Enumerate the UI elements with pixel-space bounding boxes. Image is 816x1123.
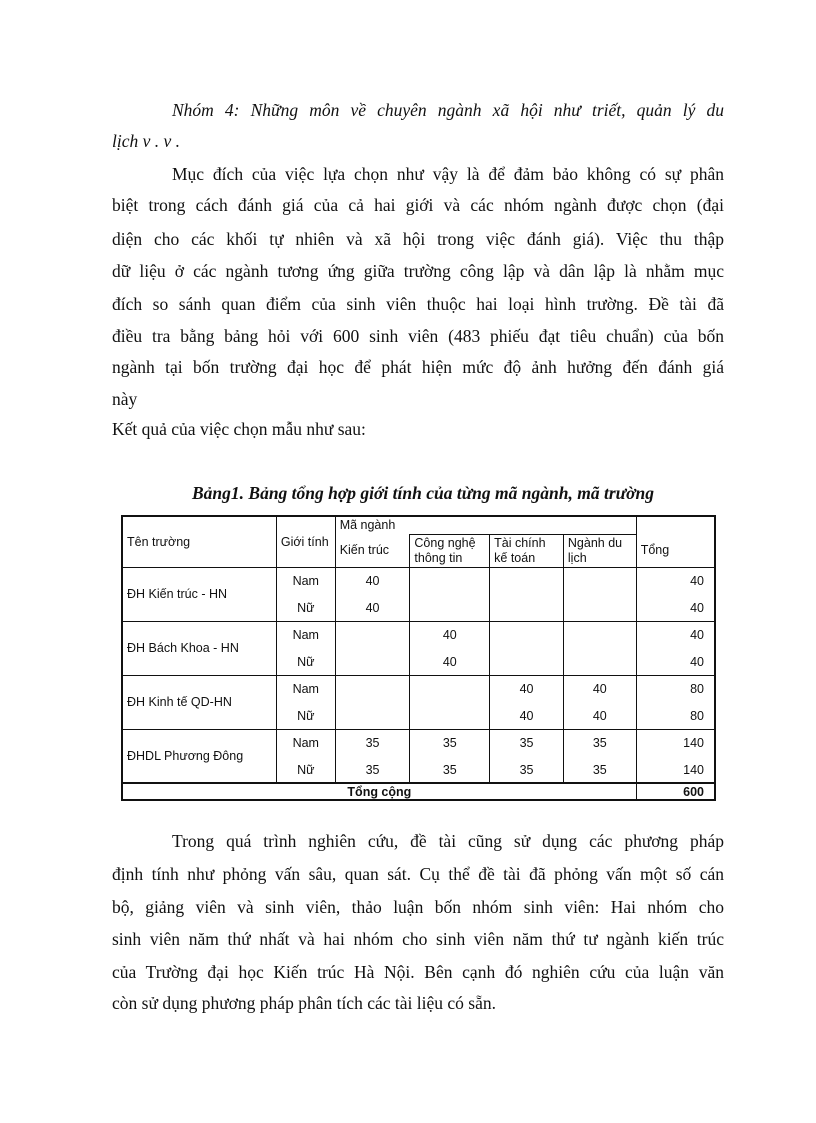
value-cell — [410, 595, 490, 621]
total-cell: 80 — [636, 703, 715, 729]
table-caption: Bảng1. Bảng tổng hợp giới tính của từng mã ngành, mã trường — [192, 483, 654, 503]
value-cell — [563, 595, 636, 621]
table-row — [122, 729, 715, 757]
method-line-1: Trong quá trình nghiên cứu, đề tài cũng sử dụng các phương pháp — [172, 831, 724, 851]
purpose-line-2: biệt trong cách đánh giá của cả hai giới và các nhóm ngành được chọn (đại — [112, 195, 724, 215]
grand-total-value: 600 — [636, 783, 715, 800]
gender-female: Nữ — [276, 595, 335, 621]
table-row — [122, 621, 715, 649]
group4-line-1: Nhóm 4: Những môn về chuyên ngành xã hội như triết, quản lý du — [172, 100, 724, 120]
value-cell — [490, 649, 564, 675]
total-cell: 40 — [636, 567, 715, 595]
value-cell — [410, 567, 490, 595]
grand-total-label: Tổng cộng — [122, 783, 636, 800]
purpose-line-7: ngành tại bốn trường đại học để phát hiện mức độ ảnh hưởng đến đánh giá — [112, 357, 724, 377]
result-intro: Kết quả của việc chọn mẫu như sau: — [112, 419, 366, 439]
grand-total-row — [122, 783, 715, 800]
value-cell: 40 — [335, 595, 410, 621]
header-school: Tên trường — [122, 516, 276, 567]
total-cell: 140 — [636, 757, 715, 783]
value-cell: 35 — [335, 729, 410, 757]
method-line-4: sinh viên năm thứ nhất và hai nhóm cho sinh viên năm thứ tư ngành kiến trúc — [112, 929, 724, 949]
total-cell: 140 — [636, 729, 715, 757]
value-cell: 35 — [410, 729, 490, 757]
value-cell — [490, 621, 564, 649]
value-cell — [335, 703, 410, 729]
header-total: Tổng — [636, 516, 715, 567]
method-line-5: của Trường đại học Kiến trúc Hà Nội. Bên cạnh đó nghiên cứu của luận văn — [112, 962, 724, 982]
header-major-2: Công nghệ thông tin — [410, 534, 490, 567]
gender-male: Nam — [276, 567, 335, 595]
value-cell: 40 — [490, 703, 564, 729]
purpose-line-5: đích so sánh quan điểm của sinh viên thuộc hai loại hình trường. Đề tài đã — [112, 294, 724, 314]
gender-female: Nữ — [276, 649, 335, 675]
gender-female: Nữ — [276, 757, 335, 783]
total-cell: 80 — [636, 675, 715, 703]
gender-male: Nam — [276, 621, 335, 649]
value-cell: 40 — [335, 567, 410, 595]
value-cell — [563, 567, 636, 595]
school-name: ĐH Kiến trúc - HN — [122, 567, 276, 621]
group4-line-2: lịch v . v . — [112, 131, 181, 151]
total-cell: 40 — [636, 649, 715, 675]
value-cell — [410, 675, 490, 703]
school-name: ĐHDL Phương Đông — [122, 729, 276, 783]
method-line-6: còn sử dụng phương pháp phân tích các tài liệu có sẵn. — [112, 993, 496, 1013]
value-cell: 35 — [410, 757, 490, 783]
sample-table — [121, 515, 716, 801]
table-row — [122, 567, 715, 595]
value-cell — [410, 703, 490, 729]
value-cell — [335, 675, 410, 703]
purpose-line-3: diện cho các khối tự nhiên và xã hội trong việc đánh giá). Việc thu thập — [112, 229, 724, 249]
value-cell: 35 — [335, 757, 410, 783]
value-cell — [563, 621, 636, 649]
school-name: ĐH Bách Khoa - HN — [122, 621, 276, 675]
header-major-4: Ngành du lịch — [563, 534, 636, 567]
table-row — [122, 675, 715, 703]
purpose-line-8: này — [112, 389, 138, 409]
header-gender: Giới tính — [276, 516, 335, 567]
value-cell: 40 — [490, 675, 564, 703]
gender-female: Nữ — [276, 703, 335, 729]
value-cell: 35 — [563, 757, 636, 783]
value-cell — [335, 649, 410, 675]
value-cell — [335, 621, 410, 649]
school-name: ĐH Kinh tế QD-HN — [122, 675, 276, 729]
purpose-line-1: Mục đích của việc lựa chọn như vậy là để đảm bảo không có sự phân — [172, 164, 724, 184]
value-cell: 40 — [563, 675, 636, 703]
header-major-3: Tài chính kế toán — [490, 534, 564, 567]
value-cell: 40 — [410, 649, 490, 675]
value-cell: 40 — [563, 703, 636, 729]
value-cell — [563, 649, 636, 675]
purpose-line-6: điều tra bằng bảng hỏi với 600 sinh viên (483 phiếu đạt tiêu chuẩn) của bốn — [112, 326, 724, 346]
value-cell: 35 — [490, 757, 564, 783]
header-major-1: Kiến trúc — [335, 534, 410, 567]
value-cell: 35 — [490, 729, 564, 757]
method-line-2: định tính như phỏng vấn sâu, quan sát. Cụ thể đề tài đã phỏng vấn một số cán — [112, 864, 724, 884]
gender-male: Nam — [276, 729, 335, 757]
total-cell: 40 — [636, 595, 715, 621]
value-cell — [490, 595, 564, 621]
total-cell: 40 — [636, 621, 715, 649]
gender-male: Nam — [276, 675, 335, 703]
header-major-code: Mã ngành — [335, 516, 636, 534]
method-line-3: bộ, giảng viên và sinh viên, thảo luận bốn nhóm sinh viên: Hai nhóm cho — [112, 897, 724, 917]
value-cell: 40 — [410, 621, 490, 649]
value-cell — [490, 567, 564, 595]
value-cell: 35 — [563, 729, 636, 757]
purpose-line-4: dữ liệu ở các ngành tương ứng giữa trường công lập và dân lập là nhằm mục — [112, 261, 724, 281]
